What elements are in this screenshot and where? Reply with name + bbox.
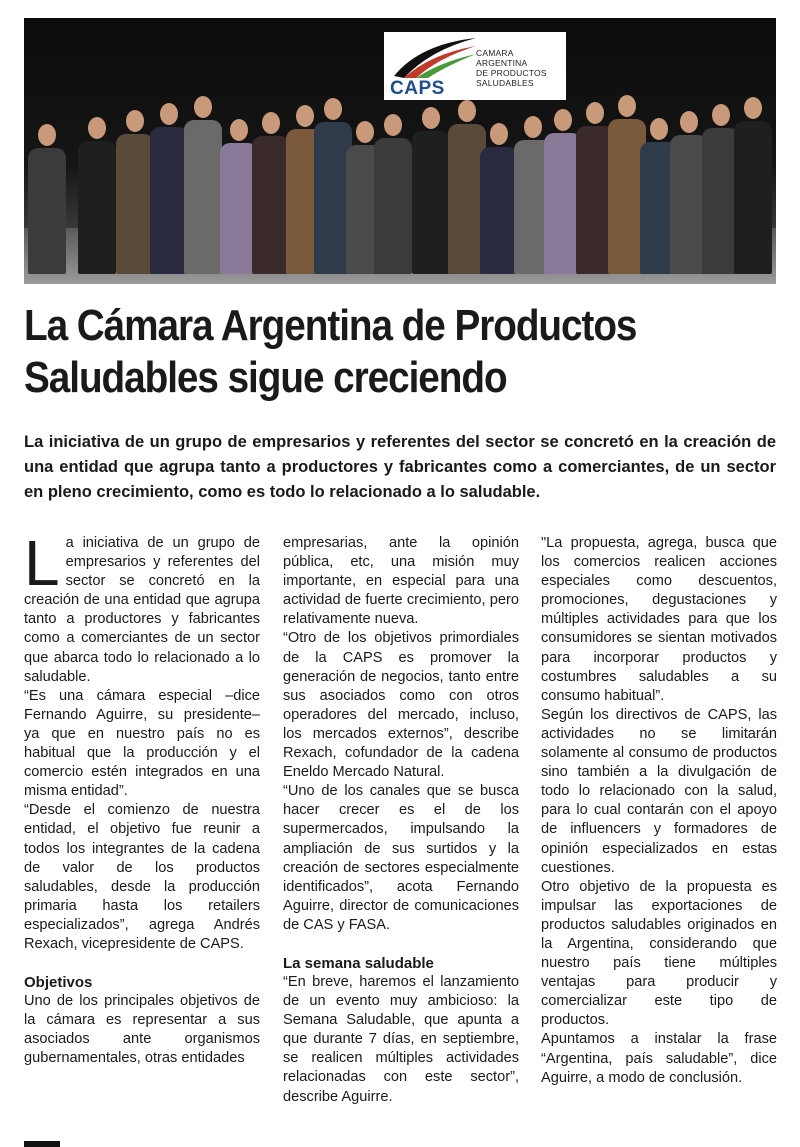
group-photo bbox=[24, 18, 776, 284]
person-body bbox=[116, 134, 154, 274]
caps-logo bbox=[384, 32, 566, 100]
person-body bbox=[184, 120, 222, 274]
person-body bbox=[374, 138, 412, 274]
logo-line: DE PRODUCTOS bbox=[476, 68, 547, 78]
paragraph bbox=[24, 527, 260, 687]
person-head bbox=[422, 107, 440, 129]
person-silhouette bbox=[184, 96, 222, 274]
section-heading: Objetivos bbox=[24, 974, 93, 992]
person-head bbox=[650, 118, 668, 140]
person-head bbox=[458, 100, 476, 122]
person-head bbox=[490, 123, 508, 145]
section-heading: La semana saludable bbox=[283, 954, 434, 972]
person-silhouette bbox=[150, 103, 188, 274]
paragraph: Apuntamos a instalar la frase “Argentina, país saludable”, dice Aguirre, a modo de conclusión. bbox=[541, 1031, 777, 1086]
paragraph: “Desde el comienzo de nuestra entidad, el objetivo fue reunir a todos los integrantes de la cadena de valor de los productos saludables, desde la producción primaria hasta los retailers especializados”, agrega Andrés Rexach, vicepresidente de CAPS. bbox=[24, 802, 260, 952]
person-silhouette bbox=[412, 107, 450, 274]
paragraph: Según los directivos de CAPS, las actividades no se limitarán solamente al consumo de productos sino también a la divulgación de todo lo relacionado con la salud, para lo cual contarán con el apoyo de influencers y formadores de opinión especializados en estas cuestiones. bbox=[541, 706, 777, 876]
article-headline bbox=[24, 300, 693, 404]
person-head bbox=[160, 103, 178, 125]
caps-swoosh-icon bbox=[390, 36, 480, 80]
person-body bbox=[252, 136, 290, 274]
person-head bbox=[230, 119, 248, 141]
person-body bbox=[480, 147, 518, 274]
person-head bbox=[586, 102, 604, 124]
logo-text bbox=[476, 48, 547, 88]
person-silhouette bbox=[78, 117, 116, 274]
person-silhouette bbox=[480, 123, 518, 274]
article-column-2 bbox=[283, 534, 519, 1107]
person-head bbox=[88, 117, 106, 139]
article-column-3 bbox=[541, 534, 777, 1088]
person-body bbox=[150, 127, 188, 274]
person-head bbox=[554, 109, 572, 131]
person-silhouette bbox=[116, 110, 154, 274]
headline-line: La Cámara Argentina de Productos bbox=[24, 301, 637, 350]
person-head bbox=[296, 105, 314, 127]
person-body bbox=[734, 121, 772, 274]
person-head bbox=[262, 112, 280, 134]
paragraph: Uno de los principales objetivos de la cámara es representar a sus asociados ante organismos gubernamentales, otras entidades bbox=[24, 993, 260, 1067]
logo-line: CAMARA bbox=[476, 48, 514, 58]
drop-cap: L bbox=[24, 527, 60, 599]
person-body bbox=[78, 141, 116, 274]
person-head bbox=[680, 111, 698, 133]
logo-line: SALUDABLES bbox=[476, 78, 534, 88]
paragraph: empresarias, ante la opinión pública, etc, una misión muy importante, en especial para una actividad de fuerte crecimiento, pero relativamente nueva. bbox=[283, 535, 519, 628]
person-head bbox=[324, 98, 342, 120]
paragraph: “Es una cámara especial –dice Fernando Aguirre, su presidente– ya que en nuestro país no es habitual que la producción y el comercio estén integrados en una misma entidad”. bbox=[24, 687, 260, 800]
page-corner-bar bbox=[24, 1141, 60, 1147]
paragraph: "La propuesta, agrega, busca que los comercios realicen acciones especiales como descuentos, promociones, degustaciones y múltiples actividades para que los consumidores se sientan motivados para incorporar productos y costumbres saludables a su consumo habitual”. bbox=[541, 535, 777, 704]
paragraph: “Uno de los canales que se busca hacer crecer es el de los supermercados, impulsando la ampliación de sus surtidos y la creación de sectores especialmente identificados”, acota Fernando Aguirre, director de comunicaciones de CAS y FASA. bbox=[283, 783, 519, 933]
person-head bbox=[384, 114, 402, 136]
person-body bbox=[28, 148, 66, 274]
logo-line: ARGENTINA bbox=[476, 58, 528, 68]
paragraph: “Otro de los objetivos primordiales de la CAPS es promover la generación de negocios, tanto entre sus asociados como con otros operadores del mercado, incluso, los mercados externos”, describe Rexach, cofundador de la cadena Eneldo Mercado Natural. bbox=[283, 630, 519, 781]
paragraph: Otro objetivo de la propuesta es impulsar las exportaciones de productos saludables originados en la Argentina, considerando que nuestro país tiene múltiples ventajas para producir y comercializar este tipo de productos. bbox=[541, 878, 777, 1029]
person-head bbox=[524, 116, 542, 138]
paragraph: “En breve, haremos el lanzamiento de un evento muy ambicioso: la Semana Saludable, que apunta a que durante 7 días, en septiembre, se realicen múltiples actividades relacionadas con este sector”, describe Aguirre. bbox=[283, 973, 519, 1105]
person-silhouette bbox=[374, 114, 412, 274]
person-head bbox=[126, 110, 144, 132]
headline-line: Saludables sigue creciendo bbox=[24, 353, 507, 402]
person-head bbox=[712, 104, 730, 126]
person-silhouette bbox=[252, 112, 290, 274]
person-silhouette bbox=[734, 97, 772, 274]
person-body bbox=[412, 131, 450, 274]
paragraph-text: a iniciativa de un grupo de empresarios y referentes del sector se concretó en la creación de una entidad que agrupa tanto a productores y fabricantes como a comerciantes de un sector que abarca todo lo relacionado a lo saludable. bbox=[24, 535, 260, 685]
person-head bbox=[194, 96, 212, 118]
logo-acronym: CAPS bbox=[390, 78, 445, 99]
article-lead: La iniciativa de un grupo de empresarios y referentes del sector se concretó en la creación de una entidad que agrupa tanto a productores y fabricantes como a comerciantes, de un sector en pleno crecimiento, como es todo lo relacionado a lo saludable. bbox=[24, 433, 776, 501]
person-head bbox=[38, 124, 56, 146]
person-head bbox=[744, 97, 762, 119]
person-head bbox=[356, 121, 374, 143]
person-head bbox=[618, 95, 636, 117]
person-silhouette bbox=[28, 124, 66, 274]
article-column-1 bbox=[24, 527, 260, 1068]
